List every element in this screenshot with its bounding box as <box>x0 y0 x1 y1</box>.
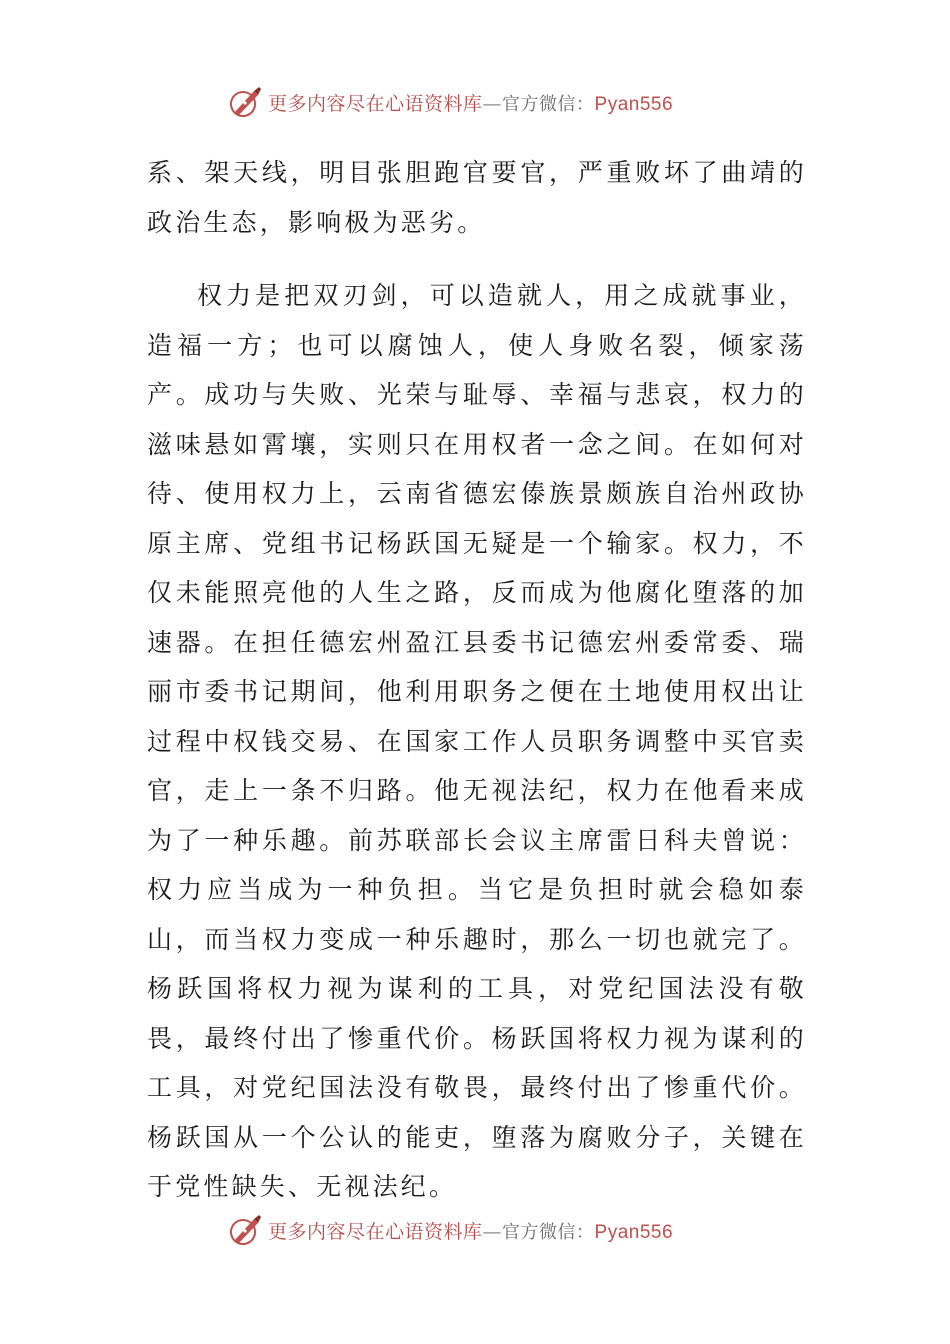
paragraph-main: 权力是把双刃剑，可以造就人，用之成就事业，造福一方；也可以腐蚀人，使人身败名裂，倾家荡产。成功与失败、光荣与耻辱、幸福与悲哀，权力的滋味悬如霄壤，实则只在用权者一念之间。在如何对待、使用权力上，云南省德宏傣族景颇族自治州政协原主席、党组书记杨跃国无疑是一个输家。权力，不仅未能照亮他的人生之路，反而成为他腐化堕落的加速器。在担任德宏州盈江县委书记德宏州委常委、瑞丽市委书记期间，他利用职务之便在土地使用权出让过程中权钱交易、在国家工作人员职务调整中买官卖官，走上一条不归路。他无视法纪，权力在他看来成为了一种乐趣。前苏联部长会议主席雷日科夫曾说：权力应当成为一种负担。当它是负担时就会稳如泰山，而当权力变成一种乐趣时，那么一切也就完了。杨跃国将权力视为谋利的工具，对党纪国法没有敬畏，最终付出了惨重代价。杨跃国将权力视为谋利的工具，对党纪国法没有敬畏，最终付出了惨重代价。杨跃国从一个公认的能吏，堕落为腐败分子，关键在于党性缺失、无视法纪。 <box>147 281 807 1201</box>
footer-separator: — <box>482 1220 503 1243</box>
footer-banner-text <box>268 1217 673 1244</box>
header-banner <box>228 82 748 122</box>
footer-wechat-label: 官方微信： <box>502 1221 595 1243</box>
header-wechat-id: Pyan556 <box>594 93 674 115</box>
header-brand: 更多内容尽在心语资料库 <box>268 92 483 115</box>
pen-nib-logo-icon <box>228 1213 262 1247</box>
footer-banner <box>228 1210 748 1250</box>
footer-wechat-id: Pyan556 <box>594 1221 674 1243</box>
header-banner-text <box>268 89 673 116</box>
header-separator: — <box>482 92 503 115</box>
footer-brand: 更多内容尽在心语资料库 <box>268 1220 483 1243</box>
paragraph-continued: 系、架天线，明目张胆跑官要官，严重败坏了曲靖的政治生态，影响极为恶劣。 <box>147 158 807 237</box>
header-wechat-label: 官方微信： <box>502 93 595 115</box>
pen-nib-logo-icon <box>228 85 262 119</box>
document-body <box>147 148 807 1212</box>
